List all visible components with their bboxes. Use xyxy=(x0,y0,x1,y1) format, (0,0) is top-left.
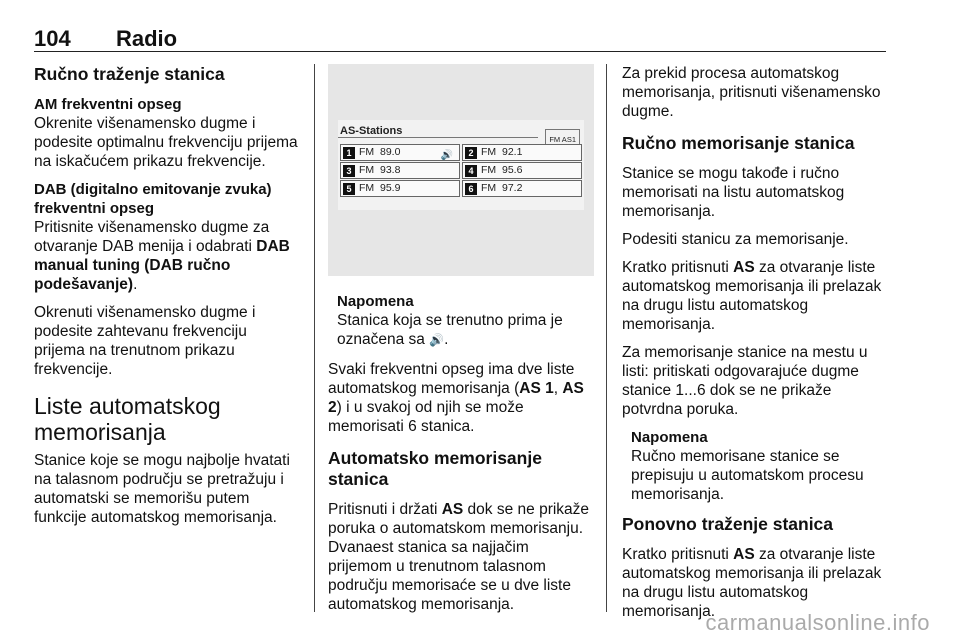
subheading-am: AM frekventni opseg xyxy=(34,96,182,113)
station-slot-4: 4 FM 95.6 xyxy=(462,162,582,179)
paragraph-dab-2: Okrenuti višenamensko dugme i podesite zahtevanu frekvenciju prijema na trenutnom prikazu frekvencije. xyxy=(34,304,256,378)
note-text: Ručno memorisane stanice se prepisuju u automatskom procesu memorisanja. xyxy=(631,448,864,503)
watermark: carmanualsonline.info xyxy=(705,610,930,635)
paragraph-am: Okrenite višenamensko dugme i podesite optimalnu frekvenciju prijema na iskačućem prikazu frekvencije. xyxy=(34,115,298,170)
station-slot-1: 1 FM 89.0 🔊 xyxy=(340,144,460,161)
heading-manual-store: Ručno memorisanje stanica xyxy=(622,133,855,153)
screen-band-tag: FM AS1 xyxy=(545,129,580,149)
screen-title: AS-Stations xyxy=(340,125,403,137)
column-3 xyxy=(622,64,888,630)
heading-manual-search: Ručno traženje stanica xyxy=(34,64,225,84)
section-title-autostore-lists: Liste automatskog memorisanja xyxy=(34,393,221,445)
page-header xyxy=(34,26,886,52)
note-text: Stanica koja se trenutno prima je označena sa 🔊. xyxy=(337,312,563,348)
chapter-title: Radio xyxy=(116,26,178,51)
heading-autostore: Automatsko memorisanje stanica xyxy=(328,448,542,489)
note-title: Napomena xyxy=(337,293,414,310)
paragraph-manual-4: Za memorisanje stanice na mestu u listi: pritiskati odgovarajuće dugme stanice 1...6 dok se ne prikaže potvrdna poruka. xyxy=(622,344,868,418)
paragraph-manual-2: Podesiti stanicu za memorisanje. xyxy=(622,231,849,248)
speaker-icon: 🔊 xyxy=(440,150,453,161)
speaker-icon: 🔊 xyxy=(429,333,445,347)
note-title: Napomena xyxy=(631,429,708,446)
column-divider-1 xyxy=(314,64,315,612)
subheading-dab: DAB (digitalno emitovanje zvuka) frekventni opseg xyxy=(34,181,272,217)
paragraph-manual-1: Stanice se mogu takođe i ručno memorisati na listu automatskog memorisanja. xyxy=(622,165,845,220)
as-stations-figure xyxy=(328,64,594,276)
paragraph-stop-autostore: Za prekid procesa automatskog memorisanja, pritisnuti višenamensko dugme. xyxy=(622,65,881,120)
paragraph-autostore: Pritisnuti i držati AS dok se ne prikaže poruka o automatskom memorisanju. Dvanaest stanica sa najjačim prijemom u trenutnom talasnom području memorisaće se u dve liste automatskog memorisanja. xyxy=(328,501,590,613)
paragraph-dab: Pritisnite višenamensko dugme za otvaranje DAB menija i odabrati DAB manual tuning (DAB ručno podešavanje). xyxy=(34,219,290,293)
column-2 xyxy=(328,64,594,623)
paragraph-re-search: Kratko pritisnuti AS za otvaranje liste automatskog memorisanja ili prelazak na drugu listu automatskog memorisanja. xyxy=(622,546,882,620)
station-slot-5: 5 FM 95.9 xyxy=(340,180,460,197)
paragraph-autostore-intro: Stanice koje se mogu najbolje hvatati na talasnom području se pretražuju i automatski se memorišu putem funkcije automatskog memorisanja. xyxy=(34,452,290,526)
heading-re-search: Ponovno traženje stanica xyxy=(622,514,834,534)
note-current-station xyxy=(328,292,594,350)
station-slot-2: 2 FM 92.1 xyxy=(462,144,582,161)
page-number: 104 xyxy=(34,26,71,51)
note-overwrite xyxy=(622,428,888,504)
as-stations-screen xyxy=(338,120,584,210)
column-1 xyxy=(34,64,300,536)
station-slot-3: 3 FM 93.8 xyxy=(340,162,460,179)
station-slot-6: 6 FM 97.2 xyxy=(462,180,582,197)
paragraph-manual-3: Kratko pritisnuti AS za otvaranje liste automatskog memorisanja ili prelazak na drugu listu automatskog memorisanja. xyxy=(622,259,882,333)
dab-manual-tuning-label: DAB manual tuning (DAB ručno podešavanje) xyxy=(34,238,290,293)
paragraph-two-lists: Svaki frekventni opseg ima dve liste automatskog memorisanja (AS 1, AS 2) i u svakoj od njih se može memorisati 6 stanica. xyxy=(328,361,584,435)
column-divider-2 xyxy=(606,64,607,612)
